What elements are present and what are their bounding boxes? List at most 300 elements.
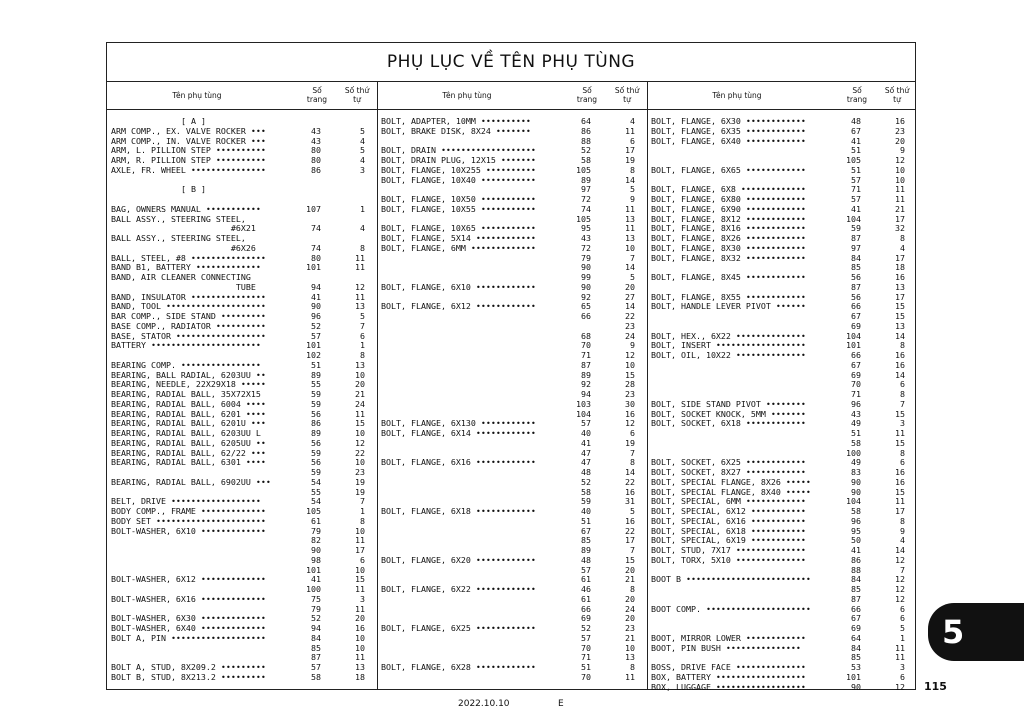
entry-page: 101 (306, 262, 321, 273)
entry-page: 80 (311, 155, 321, 165)
entry-name: BOLT, SOCKET, 8X27 •••••••••••• (651, 467, 806, 477)
entry-name: BOLT, SPECIAL, 6MM •••••••••••• (651, 496, 806, 507)
entry-page: 53 (851, 662, 861, 672)
entry-order: 13 (355, 301, 365, 312)
entry-page: 105 (846, 155, 861, 165)
index-row (111, 458, 373, 468)
chapter-number: 5 (942, 613, 965, 651)
index-row (381, 488, 643, 498)
entry-page: 59 (851, 223, 861, 234)
entry-order: 3 (900, 418, 905, 429)
entry-name: BEARING, RADIAL BALL, 35X72X15 (111, 389, 261, 399)
entry-order: 9 (630, 194, 635, 204)
entry-order: 20 (625, 281, 635, 292)
entry-name: BOLT-WASHER, 6X40 ••••••••••••• (111, 623, 266, 633)
entry-page: 57 (851, 174, 861, 185)
entry-order: 7 (900, 398, 905, 409)
entry-page: 96 (311, 311, 321, 321)
entry-name: BOLT A, STUD, 8X209.2 ••••••••• (111, 662, 266, 672)
entry-page: 71 (851, 184, 861, 195)
entry-order: 12 (355, 437, 365, 448)
entry-page: 103 (576, 398, 591, 409)
entry-order: 15 (895, 437, 905, 448)
entry-order: 7 (360, 496, 365, 507)
entry-page: 59 (311, 389, 321, 399)
entry-name: BODY SET •••••••••••••••••••••• (111, 515, 266, 526)
entry-name: BOLT B, STUD, 8X213.2 ••••••••• (111, 671, 266, 682)
entry-order: 16 (895, 359, 905, 370)
entry-page: 90 (851, 476, 861, 487)
entry-order: 7 (630, 252, 635, 263)
entry-name: BASE COMP., RADIATOR •••••••••• (111, 320, 266, 331)
entry-page: 59 (311, 398, 321, 409)
entry-page: 71 (581, 652, 591, 663)
header-page: Số trang (576, 86, 598, 104)
entry-name: BOLT, FLANGE, 6X10 •••••••••••• (381, 281, 536, 292)
index-row (381, 644, 643, 654)
index-row (111, 341, 373, 351)
entry-order: 10 (625, 642, 635, 653)
entry-order: 11 (625, 671, 635, 682)
entry-order: 5 (360, 145, 365, 156)
entry-order: 17 (895, 291, 905, 302)
entry-order: 12 (625, 350, 635, 360)
entry-order: 11 (355, 262, 365, 273)
entry-order: 12 (895, 155, 905, 165)
entry-page: 51 (851, 164, 861, 175)
entry-order: 11 (355, 603, 365, 614)
column-header-3 (647, 81, 915, 110)
entry-order: 14 (625, 174, 635, 185)
entry-order: 13 (355, 662, 365, 672)
entry-page: 69 (581, 613, 591, 624)
entry-order: 11 (355, 408, 365, 419)
entry-name: BEARING, RADIAL BALL, 6902UU ••• (111, 476, 271, 487)
header-order: Số thứ tự (884, 86, 910, 104)
entry-order: 27 (625, 291, 635, 302)
entry-name: BAG, OWNERS MANUAL ••••••••••• (111, 203, 261, 214)
entry-page: 80 (311, 252, 321, 263)
header-name: Tên phụ tùng (172, 91, 222, 100)
entry-page: 90 (851, 681, 861, 692)
entry-page: 98 (311, 554, 321, 565)
entry-name: BEARING, NEEDLE, 22X29X18 ••••• (111, 379, 266, 390)
entry-page: 71 (851, 389, 861, 399)
entry-page: 52 (311, 613, 321, 624)
entry-order: 10 (625, 359, 635, 370)
index-column-3 (651, 117, 913, 692)
entry-page: 41 (851, 203, 861, 214)
index-row (381, 468, 643, 478)
index-row (651, 137, 913, 147)
index-row (651, 302, 913, 312)
entry-name: ARM, R. PILLION STEP •••••••••• (111, 155, 266, 165)
entry-order: 4 (900, 535, 905, 546)
entry-order: 12 (895, 554, 905, 565)
entry-order: 22 (625, 476, 635, 487)
entry-page: 92 (581, 291, 591, 302)
entry-order: 22 (625, 311, 635, 321)
entry-name: BOLT, FLANGE, 8X12 •••••••••••• (651, 213, 806, 224)
entry-page: 49 (851, 418, 861, 429)
index-row (111, 546, 373, 556)
entry-page: 90 (581, 281, 591, 292)
entry-page: 84 (851, 252, 861, 263)
entry-page: 102 (306, 350, 321, 360)
index-row (111, 556, 373, 566)
entry-page: 51 (851, 428, 861, 438)
entry-order: 16 (625, 486, 635, 497)
entry-page: 41 (311, 574, 321, 585)
entry-page: 66 (581, 311, 591, 321)
entry-name: BAND, AIR CLEANER CONNECTING (111, 272, 251, 282)
index-row (651, 273, 913, 283)
entry-order: 11 (895, 652, 905, 663)
entry-name: BOLT, FLANGE, 6X22 •••••••••••• (381, 584, 536, 594)
index-row (111, 634, 373, 644)
entry-order: 6 (900, 457, 905, 468)
entry-order: 13 (625, 652, 635, 663)
entry-page: 57 (581, 564, 591, 575)
index-row (381, 605, 643, 615)
column-header-2 (377, 81, 647, 110)
entry-page: 100 (306, 584, 321, 594)
entry-name: BEARING, RADIAL BALL, 6203UU L (111, 428, 261, 438)
entry-order: 9 (900, 525, 905, 536)
entry-order: 11 (895, 642, 905, 653)
entry-page: 56 (851, 272, 861, 282)
entry-order: 8 (900, 340, 905, 351)
entry-name: BOLT, SPECIAL, 6X12 ••••••••••• (651, 506, 806, 516)
entry-order: 21 (355, 389, 365, 399)
entry-order: 20 (895, 135, 905, 146)
index-row (381, 380, 643, 390)
entry-name: BOLT, FLANGE, 8X16 •••••••••••• (651, 223, 806, 234)
entry-page: 70 (581, 671, 591, 682)
entry-order: 8 (900, 389, 905, 399)
entry-order: 16 (895, 467, 905, 477)
index-row (381, 332, 643, 342)
entry-page: 52 (581, 145, 591, 156)
entry-page: 57 (581, 632, 591, 643)
entry-page: 72 (581, 242, 591, 253)
header-order: Số thứ tự (614, 86, 640, 104)
entry-order: 12 (895, 681, 905, 692)
entry-order: 30 (625, 398, 635, 409)
entry-order: 6 (360, 554, 365, 565)
entry-name: BOLT, HANDLE LEVER PIVOT •••••• (651, 301, 806, 312)
entry-page: 74 (581, 203, 591, 214)
index-row (651, 419, 913, 429)
entry-order: 8 (630, 457, 635, 468)
index-row (651, 614, 913, 624)
entry-order: 20 (625, 613, 635, 624)
entry-order: 15 (355, 574, 365, 585)
entry-page: 104 (576, 408, 591, 419)
entry-page: 52 (581, 476, 591, 487)
entry-page: 67 (851, 613, 861, 624)
entry-name: BOLT, STUD, 7X17 •••••••••••••• (651, 545, 806, 555)
entry-page: 43 (311, 135, 321, 146)
entry-page: 88 (851, 564, 861, 575)
entry-order: 8 (900, 233, 905, 243)
entry-page: 87 (851, 593, 861, 604)
entry-order: 15 (625, 554, 635, 565)
entry-name: BOLT, FLANGE, 8X45 •••••••••••• (651, 272, 806, 282)
entry-page: 58 (851, 437, 861, 448)
entry-order: 19 (355, 486, 365, 497)
index-row (381, 439, 643, 449)
entry-name: BEARING, RADIAL BALL, 6301 •••• (111, 457, 266, 468)
entry-page: 43 (311, 125, 321, 136)
entry-order: 7 (630, 447, 635, 458)
entry-order: 11 (355, 291, 365, 302)
entry-name: BOLT, FLANGE, 6X18 •••••••••••• (381, 506, 536, 516)
entry-page: 86 (311, 418, 321, 429)
header-name: Tên phụ tùng (712, 91, 762, 100)
entry-name: BOLT, FLANGE, 6X30 •••••••••••• (651, 116, 806, 126)
index-row (381, 585, 643, 595)
entry-order: 24 (355, 398, 365, 409)
entry-name: BOOT, PIN BUSH ••••••••••••••• (651, 642, 801, 653)
header-order: Số thứ tự (344, 86, 370, 104)
entry-page: 87 (851, 281, 861, 292)
entry-name: BOLT-WASHER, 6X30 ••••••••••••• (111, 613, 266, 624)
index-row (381, 127, 643, 137)
entry-page: 105 (576, 164, 591, 175)
entry-page: 57 (581, 418, 591, 429)
entry-page: 101 (306, 340, 321, 351)
index-row (651, 312, 913, 322)
entry-order: 7 (630, 545, 635, 555)
entry-order: 5 (630, 506, 635, 516)
column-header-1 (107, 81, 377, 110)
entry-page: 97 (851, 242, 861, 253)
index-row (651, 380, 913, 390)
entry-page: 101 (306, 564, 321, 575)
entry-order: 11 (355, 252, 365, 263)
entry-order: 13 (625, 213, 635, 224)
entry-page: 97 (581, 184, 591, 195)
entry-name: BOOT B ••••••••••••••••••••••••• (651, 574, 811, 585)
entry-order: 19 (625, 437, 635, 448)
entry-order: 8 (630, 662, 635, 672)
entry-order: 1 (360, 506, 365, 516)
entry-page: 90 (311, 301, 321, 312)
entry-order: 7 (900, 564, 905, 575)
header-name: Tên phụ tùng (442, 91, 492, 100)
entry-name: BALL, STEEL, #8 ••••••••••••••• (111, 252, 266, 263)
entry-name: BEARING, RADIAL BALL, 6205UU •• (111, 437, 266, 448)
entry-page: 101 (846, 671, 861, 682)
entry-name: BOLT, FLANGE, 6X28 •••••••••••• (381, 662, 536, 672)
entry-page: 50 (851, 535, 861, 546)
entry-page: 40 (581, 428, 591, 438)
entry-order: 9 (630, 340, 635, 351)
index-row (381, 312, 643, 322)
entry-page: 43 (851, 408, 861, 419)
index-row (651, 351, 913, 361)
chapter-tab (928, 603, 1024, 661)
entry-page: 68 (581, 330, 591, 341)
index-row (111, 536, 373, 546)
entry-order: 4 (360, 135, 365, 146)
entry-name: BOLT, FLANGE, 10X50 ••••••••••• (381, 194, 536, 204)
entry-page: 75 (311, 593, 321, 604)
entry-order: 15 (625, 369, 635, 380)
entry-order: 23 (625, 320, 635, 331)
entry-order: 24 (625, 330, 635, 341)
entry-page: 86 (851, 554, 861, 565)
index-column-1 (111, 117, 373, 683)
entry-order: 6 (630, 135, 635, 146)
entry-page: 64 (851, 632, 861, 643)
entry-order: 15 (895, 311, 905, 321)
entry-order: 16 (625, 515, 635, 526)
index-row (381, 536, 643, 546)
entry-order: 18 (895, 262, 905, 273)
entry-page: 69 (851, 320, 861, 331)
entry-order: 17 (355, 545, 365, 555)
entry-page: 46 (581, 584, 591, 594)
entry-order: 4 (360, 223, 365, 234)
entry-name: BOLT, ADAPTER, 10MM •••••••••• (381, 116, 531, 126)
entry-order: 6 (900, 671, 905, 682)
entry-order: 5 (360, 125, 365, 136)
index-row (381, 322, 643, 332)
entry-page: 85 (851, 262, 861, 273)
entry-order: 14 (895, 545, 905, 555)
entry-order: 19 (355, 476, 365, 487)
entry-page: 66 (851, 603, 861, 614)
index-row (111, 527, 373, 537)
entry-name: BOX, BATTERY •••••••••••••••••• (651, 671, 806, 682)
index-row (381, 634, 643, 644)
entry-page: 96 (851, 515, 861, 526)
entry-page: 49 (851, 457, 861, 468)
entry-page: 94 (311, 623, 321, 633)
entry-page: 55 (311, 486, 321, 497)
entry-order: 11 (625, 125, 635, 136)
entry-name: BOLT, OIL, 10X22 •••••••••••••• (651, 350, 806, 360)
entry-order: 16 (355, 623, 365, 633)
entry-order: 16 (895, 350, 905, 360)
entry-order: 17 (895, 252, 905, 263)
entry-page: 58 (581, 486, 591, 497)
entry-order: 1 (360, 340, 365, 351)
entry-order: 10 (355, 642, 365, 653)
entry-page: 95 (851, 525, 861, 536)
entry-order: 20 (625, 593, 635, 604)
entry-order: 28 (625, 379, 635, 390)
entry-order: 16 (895, 476, 905, 487)
index-row (111, 166, 373, 176)
entry-page: 56 (851, 291, 861, 302)
footer-letter: E (558, 699, 564, 709)
entry-order: 10 (895, 164, 905, 175)
entry-page: 67 (851, 311, 861, 321)
entry-order: 5 (360, 311, 365, 321)
page-number: 115 (924, 680, 947, 693)
index-row (651, 575, 913, 585)
entry-page: 57 (851, 194, 861, 204)
entry-page: 94 (311, 281, 321, 292)
entry-page: 96 (851, 398, 861, 409)
entry-order: 12 (625, 418, 635, 429)
entry-page: 56 (311, 408, 321, 419)
entry-page: 47 (581, 457, 591, 468)
entry-page: 61 (311, 515, 321, 526)
entry-order: 11 (355, 584, 365, 594)
entry-page: 48 (581, 554, 591, 565)
entry-page: 100 (846, 447, 861, 458)
entry-order: 10 (895, 174, 905, 185)
index-row (651, 429, 913, 439)
entry-page: 67 (581, 525, 591, 536)
index-row (381, 673, 643, 683)
entry-page: 64 (581, 116, 591, 126)
entry-name: BEARING, RADIAL BALL, 6201 •••• (111, 408, 266, 419)
entry-page: 51 (311, 359, 321, 370)
index-row (381, 478, 643, 488)
entry-page: 99 (581, 272, 591, 282)
entry-order: 10 (355, 525, 365, 536)
entry-name: BOLT, FLANGE, 6X65 •••••••••••• (651, 164, 806, 175)
entry-name: BEARING, RADIAL BALL, 6201U ••• (111, 418, 266, 429)
entry-page: 40 (581, 506, 591, 516)
entry-order: 8 (360, 350, 365, 360)
entry-page: 86 (581, 125, 591, 136)
index-row (381, 429, 643, 439)
entry-order: 4 (360, 155, 365, 165)
entry-order: 10 (355, 564, 365, 575)
entry-page: 80 (311, 145, 321, 156)
entry-page: 52 (311, 320, 321, 331)
index-row (651, 439, 913, 449)
entry-page: 51 (851, 145, 861, 156)
entry-name: BOLT, DRAIN ••••••••••••••••••• (381, 145, 536, 156)
entry-order: 14 (625, 262, 635, 273)
entry-page: 95 (581, 223, 591, 234)
entry-order: 5 (630, 272, 635, 282)
entry-page: 89 (311, 369, 321, 380)
entry-order: 13 (895, 281, 905, 292)
entry-name: BOLT, FLANGE, 6X16 •••••••••••• (381, 457, 536, 468)
entry-order: 11 (895, 184, 905, 195)
entry-name: TUBE (111, 281, 256, 292)
entry-page: 82 (311, 535, 321, 546)
entry-page: 59 (311, 467, 321, 477)
entry-order: 16 (625, 408, 635, 419)
header-page: Số trang (846, 86, 868, 104)
entry-name: BOLT, SPECIAL, 6X16 ••••••••••• (651, 515, 806, 526)
entry-name: BAR COMP., SIDE STAND ••••••••• (111, 311, 266, 321)
entry-order: 6 (630, 428, 635, 438)
entry-page: 79 (581, 252, 591, 263)
entry-name: BOLT-WASHER, 6X10 ••••••••••••• (111, 525, 266, 536)
entry-name: BOLT-WASHER, 6X16 ••••••••••••• (111, 593, 266, 604)
entry-name: BEARING, RADIAL BALL, 62/22 ••• (111, 447, 266, 458)
entry-order: 5 (630, 184, 635, 195)
entry-order: 8 (630, 584, 635, 594)
entry-order: 21 (625, 632, 635, 643)
entry-name: BASE, STATOR •••••••••••••••••• (111, 330, 266, 341)
entry-name: BOLT, HEX., 6X22 •••••••••••••• (651, 330, 806, 341)
index-row (381, 341, 643, 351)
entry-name: BOLT-WASHER, 6X12 ••••••••••••• (111, 574, 266, 585)
entry-name: BOLT, FLANGE, 8X32 •••••••••••• (651, 252, 806, 263)
entry-order: 19 (625, 155, 635, 165)
